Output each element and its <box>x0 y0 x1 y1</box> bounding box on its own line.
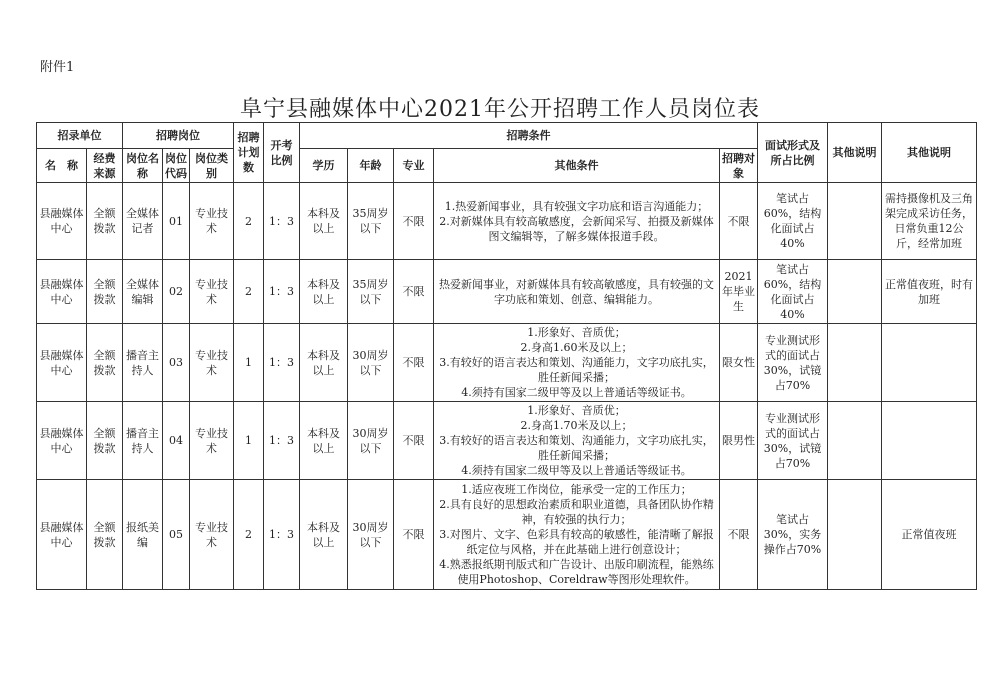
table-row <box>37 402 977 480</box>
cell-target: 限女性 <box>720 324 758 402</box>
cell-note <box>828 480 882 590</box>
cell-conditions <box>434 402 720 480</box>
header-plan: 招聘计划数 <box>234 123 264 183</box>
cell-post: 全媒体记者 <box>123 183 163 260</box>
table-row <box>37 183 977 260</box>
cell-edu: 本科及以上 <box>300 402 348 480</box>
cell-note <box>828 260 882 324</box>
condition-line: 2.对新媒体具有较高敏感度，会新闻采写、拍摄及新媒体图文编辑等，了解多媒体报道手段。 <box>439 214 714 243</box>
cell-post: 播音主持人 <box>123 324 163 402</box>
cell-other <box>882 324 977 402</box>
cell-target: 限男性 <box>720 402 758 480</box>
cell-type: 专业技术 <box>190 402 234 480</box>
condition-line: 热爱新闻事业，对新媒体具有较高敏感度，具有较强的文字功底和策划、创意、编辑能力。 <box>439 277 715 306</box>
cell-plan: 1 <box>234 324 264 402</box>
cell-ratio: 1：3 <box>264 324 300 402</box>
job-table <box>36 122 977 590</box>
cell-exam: 笔试占30%，实务操作占70% <box>758 480 828 590</box>
cell-other: 需持摄像机及三角架完成采访任务，日常负重12公斤，经常加班 <box>882 183 977 260</box>
header-education: 学历 <box>300 149 348 183</box>
cell-other <box>882 402 977 480</box>
header-post-type: 岗位类别 <box>190 149 234 183</box>
cell-major: 不限 <box>394 324 434 402</box>
cell-note <box>828 324 882 402</box>
header-major: 专业 <box>394 149 434 183</box>
cell-target: 2021年毕业生 <box>720 260 758 324</box>
cell-major: 不限 <box>394 260 434 324</box>
header-row-1 <box>37 123 977 149</box>
cell-code: 05 <box>163 480 190 590</box>
header-age: 年龄 <box>348 149 394 183</box>
cell-funding: 全额拨款 <box>87 480 123 590</box>
header-other-conditions: 其他条件 <box>434 149 720 183</box>
cell-funding: 全额拨款 <box>87 324 123 402</box>
cell-ratio: 1：3 <box>264 260 300 324</box>
table-row <box>37 480 977 590</box>
table-row <box>37 260 977 324</box>
cell-code: 04 <box>163 402 190 480</box>
cell-funding: 全额拨款 <box>87 260 123 324</box>
cell-name: 县融媒体中心 <box>37 183 87 260</box>
header-name: 名 称 <box>37 149 87 183</box>
condition-line: 1.形象好、音质优； <box>527 404 626 417</box>
cell-plan: 2 <box>234 480 264 590</box>
cell-type: 专业技术 <box>190 324 234 402</box>
cell-funding: 全额拨款 <box>87 402 123 480</box>
cell-other: 正常值夜班 <box>882 480 977 590</box>
cell-target: 不限 <box>720 183 758 260</box>
condition-line: 3.有较好的语言表达和策划、沟通能力，文字功底扎实，胜任新闻采播； <box>439 434 714 462</box>
table-row <box>37 324 977 402</box>
cell-exam: 专业测试形式的面试占30%，试镜占70% <box>758 324 828 402</box>
cell-type: 专业技术 <box>190 260 234 324</box>
cell-age: 30周岁以下 <box>348 324 394 402</box>
cell-age: 30周岁以下 <box>348 480 394 590</box>
condition-line: 2.具有良好的思想政治素质和职业道德，具备团队协作精神，有较强的执行力； <box>439 498 714 526</box>
cell-name: 县融媒体中心 <box>37 260 87 324</box>
header-ratio: 开考比例 <box>264 123 300 183</box>
cell-major: 不限 <box>394 480 434 590</box>
cell-other: 正常值夜班，时有加班 <box>882 260 977 324</box>
cell-name: 县融媒体中心 <box>37 480 87 590</box>
cell-code: 02 <box>163 260 190 324</box>
cell-exam: 专业测试形式的面试占30%，试镜占70% <box>758 402 828 480</box>
cell-code: 01 <box>163 183 190 260</box>
cell-exam: 笔试占60%，结构化面试占40% <box>758 260 828 324</box>
page-title: 阜宁县融媒体中心2021年公开招聘工作人员岗位表 <box>240 97 760 122</box>
cell-note <box>828 402 882 480</box>
cell-ratio: 1：3 <box>264 183 300 260</box>
cell-target: 不限 <box>720 480 758 590</box>
cell-post: 全媒体编辑 <box>123 260 163 324</box>
condition-line: 1.热爱新闻事业，具有较强文字功底和语言沟通能力； <box>444 199 709 213</box>
cell-edu: 本科及以上 <box>300 183 348 260</box>
condition-line: 4.熟悉报纸期刊版式和广告设计、出版印刷流程，能熟练使用Photoshop、Coreldraw等图形处理软件。 <box>439 558 714 586</box>
header-funding: 经费来源 <box>87 149 123 183</box>
header-post-name: 岗位名称 <box>123 149 163 183</box>
condition-line: 4.须持有国家二级甲等及以上普通话等级证书。 <box>461 464 692 477</box>
cell-age: 30周岁以下 <box>348 402 394 480</box>
condition-line: 1.适应夜班工作岗位，能承受一定的工作压力； <box>461 483 692 496</box>
cell-plan: 2 <box>234 260 264 324</box>
cell-code: 03 <box>163 324 190 402</box>
condition-line: 3.有较好的语言表达和策划、沟通能力，文字功底扎实，胜任新闻采播； <box>439 356 714 384</box>
cell-funding: 全额拨款 <box>87 183 123 260</box>
cell-type: 专业技术 <box>190 480 234 590</box>
cell-plan: 1 <box>234 402 264 480</box>
cell-conditions <box>434 480 720 590</box>
header-post-group: 招聘岗位 <box>123 123 234 149</box>
cell-major: 不限 <box>394 402 434 480</box>
annex-label: 附件1 <box>40 60 75 75</box>
cell-post: 播音主持人 <box>123 402 163 480</box>
cell-plan: 2 <box>234 183 264 260</box>
cell-type: 专业技术 <box>190 183 234 260</box>
cell-name: 县融媒体中心 <box>37 402 87 480</box>
cell-conditions <box>434 183 720 260</box>
cell-major: 不限 <box>394 183 434 260</box>
condition-line: 2.身高1.60米及以上； <box>520 341 633 354</box>
header-exam: 面试形式及所占比例 <box>758 123 828 183</box>
cell-ratio: 1：3 <box>264 480 300 590</box>
cell-conditions <box>434 324 720 402</box>
header-unit-group: 招录单位 <box>37 123 123 149</box>
header-post-code: 岗位代码 <box>163 149 190 183</box>
cell-edu: 本科及以上 <box>300 260 348 324</box>
condition-line: 3.对图片、文字、色彩具有较高的敏感性，能清晰了解报纸定位与风格，并在此基础上进行创意设计； <box>439 528 714 556</box>
cell-age: 35周岁以下 <box>348 260 394 324</box>
cell-exam: 笔试占60%，结构化面试占40% <box>758 183 828 260</box>
header-other: 其他说明 <box>882 123 977 183</box>
cell-edu: 本科及以上 <box>300 324 348 402</box>
cell-name: 县融媒体中心 <box>37 324 87 402</box>
cell-note <box>828 183 882 260</box>
header-target: 招聘对象 <box>720 149 758 183</box>
cell-post: 报纸美编 <box>123 480 163 590</box>
condition-line: 2.身高1.70米及以上； <box>520 419 633 432</box>
cell-conditions <box>434 260 720 324</box>
cell-ratio: 1：3 <box>264 402 300 480</box>
cell-edu: 本科及以上 <box>300 480 348 590</box>
cell-age: 35周岁以下 <box>348 183 394 260</box>
condition-line: 4.须持有国家二级甲等及以上普通话等级证书。 <box>461 386 692 399</box>
header-conditions-group: 招聘条件 <box>300 123 758 149</box>
header-note: 其他说明 <box>828 123 882 183</box>
condition-line: 1.形象好、音质优； <box>527 326 626 339</box>
